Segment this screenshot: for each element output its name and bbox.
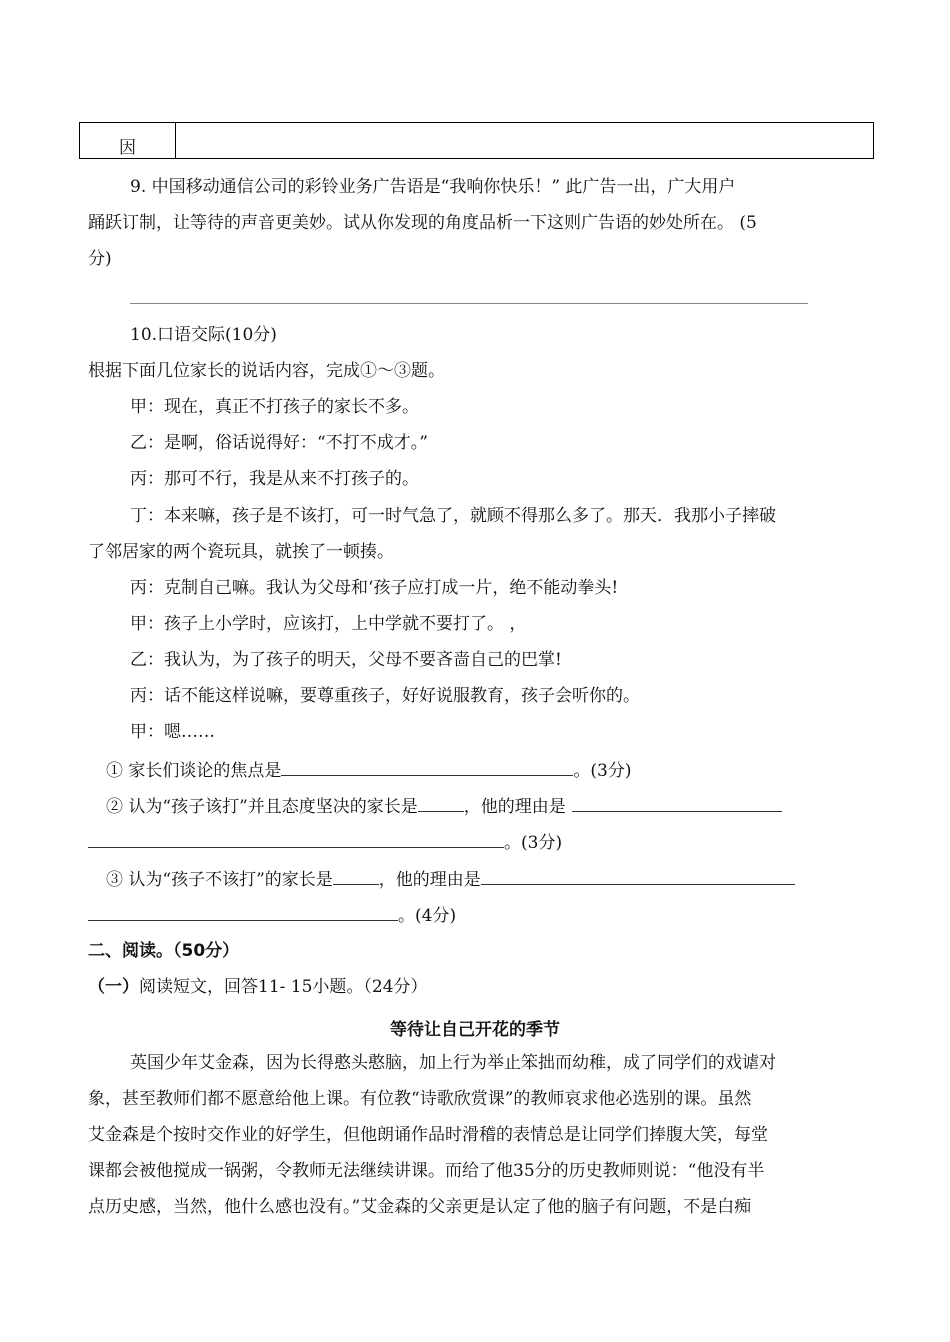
dialog-line: 了邻居家的两个瓷玩具，就挨了一顿揍。	[88, 542, 394, 562]
q10-title: 10.口语交际(10分)	[130, 325, 277, 345]
sub-section-text: 阅读短文，回答11- 15小题。（24分）	[139, 977, 428, 997]
table-label: 因	[119, 138, 136, 158]
q1-answer-blank[interactable]	[281, 758, 573, 776]
q3-prompt: ③ 认为“孩子不该打”的家长是	[106, 870, 333, 890]
q3-reason-blank[interactable]	[481, 867, 795, 885]
article-title: 等待让自己开花的季节	[390, 1020, 560, 1040]
section-heading: 二、阅读。（50分）	[88, 941, 240, 961]
article-para-line: 点历史感，当然，他什么感也没有。”艾金森的父亲更是认定了他的脑子有问题，不是白痴	[88, 1197, 752, 1217]
article-para-line: 象，甚至教师们都不愿意给他上课。有位教“诗歌欣赏课”的教师哀求他必选别的课。虽然	[88, 1089, 752, 1109]
q3-parent-blank[interactable]	[333, 867, 379, 885]
q10-sub1	[106, 758, 632, 782]
q3-score: 。(4分)	[398, 906, 457, 926]
dialog-line: 甲：现在，真正不打孩子的家长不多。	[130, 397, 419, 417]
q10-sub2	[106, 794, 782, 818]
q1-prompt: ① 家长们谈论的焦点是	[106, 761, 282, 781]
q10-sub2-cont	[88, 830, 562, 854]
dialog-line: 乙：我认为，为了孩子的明天，父母不要吝啬自己的巴掌!	[130, 650, 562, 670]
dialog-line: 乙：是啊，俗话说得好：“不打不成才。”	[130, 433, 428, 453]
q2-prompt: ② 认为“孩子该打”并且态度坚决的家长是	[106, 797, 418, 817]
q10-intro: 根据下面几位家长的说话内容，完成①～③题。	[88, 361, 445, 381]
table-label-cell	[80, 123, 176, 159]
q2-reason-blank[interactable]	[572, 794, 782, 812]
dialog-line: 甲：孩子上小学时，应该打，上中学就不要打了。 ，	[130, 614, 527, 634]
article-para-line: 课都会被他搅成一锅粥，令教师无法继续讲课。而给了他35分的历史教师则说：“他没有半	[88, 1161, 765, 1181]
q3-reason-prompt: ，他的理由是	[378, 870, 481, 890]
dialog-line: 丙：那可不行，我是从来不打孩子的。	[130, 469, 419, 489]
answer-table	[79, 122, 874, 159]
sub-section-label: （一）	[88, 977, 139, 997]
article-para-line: 英国少年艾金森，因为长得憨头憨脑，加上行为举止笨拙而幼稚，成了同学们的戏谑对	[130, 1053, 776, 1073]
q2-reason-prompt: ，他的理由是	[463, 797, 566, 817]
q9-line-1: 9. 中国移动通信公司的彩铃业务广告语是“我响你快乐！” 此广告一出，广大用户	[130, 177, 736, 197]
sub-section-heading	[88, 976, 428, 998]
q9-answer-line[interactable]	[130, 303, 808, 304]
q2-score: 。(3分)	[504, 833, 563, 853]
q3-reason-blank-cont[interactable]	[88, 903, 398, 921]
q10-sub3	[106, 867, 795, 891]
dialog-line: 丁：本来嘛，孩子是不该打，可一时气急了，就顾不得那么多了。那天．我那小子摔破	[130, 506, 776, 526]
q9-line-3: 分)	[88, 249, 112, 269]
table-answer-cell[interactable]	[176, 123, 874, 159]
q10-sub3-cont	[88, 903, 456, 927]
q2-parent-blank[interactable]	[418, 794, 464, 812]
dialog-line: 甲：嗯……	[130, 722, 215, 742]
dialog-line: 丙：话不能这样说嘛，要尊重孩子，好好说服教育，孩子会听你的。	[130, 686, 640, 706]
q1-score: 。(3分)	[573, 761, 632, 781]
article-para-line: 艾金森是个按时交作业的好学生，但他朗诵作品时滑稽的表情总是让同学们捧腹大笑，每堂	[88, 1125, 768, 1145]
q2-reason-blank-cont[interactable]	[88, 830, 504, 848]
q9-line-2: 踊跃订制，让等待的声音更美妙。试从你发现的角度品析一下这则广告语的妙处所在。 (5	[88, 213, 757, 233]
dialog-line: 丙：克制自己嘛。我认为父母和‘孩子应打成一片，绝不能动拳头!	[130, 578, 619, 598]
